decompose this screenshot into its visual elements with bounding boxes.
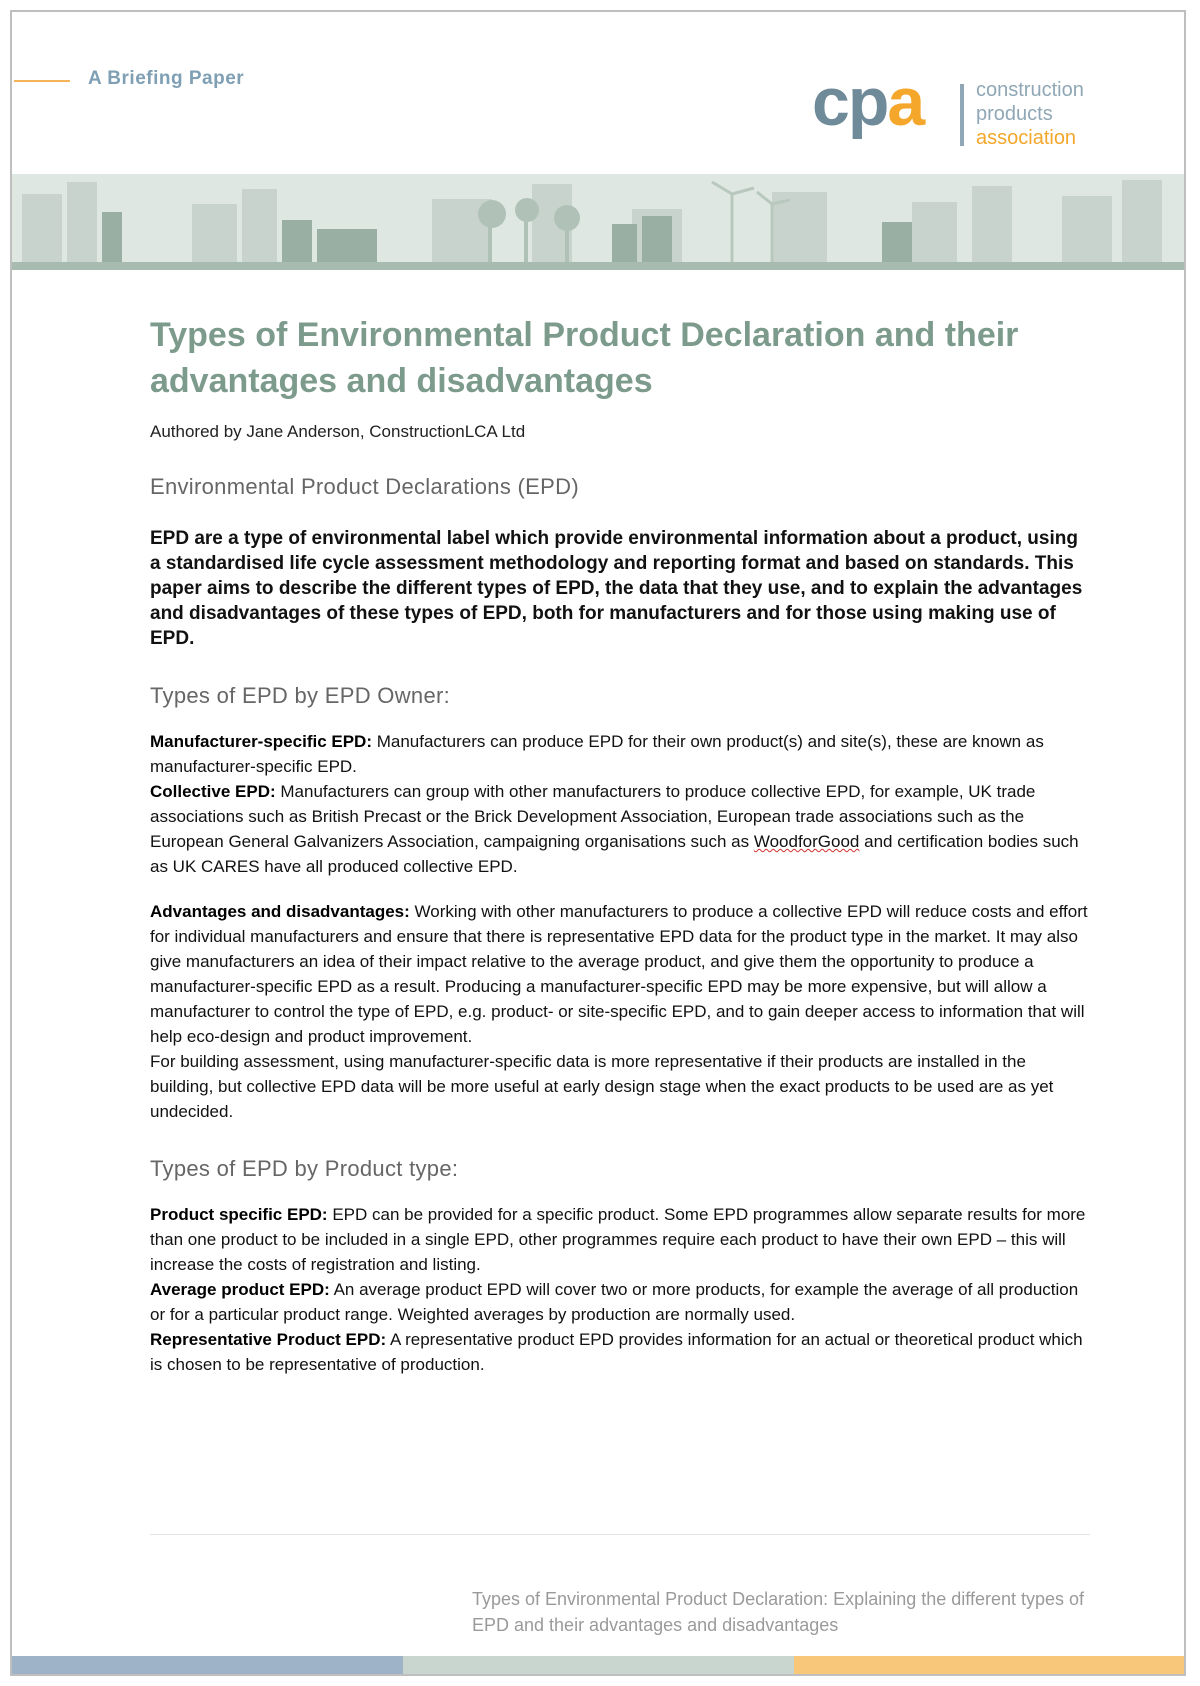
document-page bbox=[10, 10, 1186, 1676]
paragraph-product-specific: Product specific EPD: EPD can be provided for a specific product. Some EPD programmes allow separate results for more than one product to be included in a single EPD, other programmes require each product to have their own EPD – this will increase the costs of registration and listing. bbox=[150, 1205, 1086, 1274]
paragraph-manufacturer-specific: Manufacturer-specific EPD: Manufacturers can produce EPD for their own product(s) and site(s), these are known as manufacturer-specific EPD. bbox=[150, 732, 1044, 776]
logo-separator bbox=[960, 84, 964, 146]
briefing-label: A Briefing Paper bbox=[88, 68, 245, 89]
cpa-logo bbox=[812, 64, 1142, 154]
color-bar-blue bbox=[12, 1656, 403, 1674]
label-product-specific: Product specific EPD: bbox=[150, 1205, 328, 1224]
briefing-rule bbox=[14, 80, 70, 82]
label-collective: Collective EPD: bbox=[150, 782, 276, 801]
author-line: Authored by Jane Anderson, ConstructionLCA Ltd bbox=[150, 422, 526, 441]
label-manufacturer-specific: Manufacturer-specific EPD: bbox=[150, 732, 372, 751]
color-bar bbox=[12, 1656, 1184, 1674]
label-average-product: Average product EPD: bbox=[150, 1280, 330, 1299]
color-bar-orange bbox=[794, 1656, 1184, 1674]
label-representative-product: Representative Product EPD: bbox=[150, 1330, 387, 1349]
label-advantages: Advantages and disadvantages: bbox=[150, 902, 410, 921]
paragraph-building-assessment: For building assessment, using manufacturer-specific data is more representative if their products are installed in the building, but collective EPD data will be more useful at early design stage when the exact products to be used are as yet undecided. bbox=[150, 1052, 1054, 1121]
cpa-logo-mark: cpa bbox=[812, 64, 924, 140]
heading-by-product: Types of EPD by Product type: bbox=[150, 1156, 459, 1181]
skyline-banner bbox=[12, 174, 1184, 270]
paragraph-representative-product: Representative Product EPD: A representative product EPD provides information for an actual or theoretical product which is chosen to be representative of production. bbox=[150, 1330, 1083, 1374]
heading-by-owner: Types of EPD by EPD Owner: bbox=[150, 683, 451, 708]
footer-text: Types of Environmental Product Declaration: Explaining the different types of EPD and their advantages and disadvantages bbox=[472, 1589, 1085, 1635]
document-title: Types of Environmental Product Declaration and their advantages and disadvantages bbox=[150, 316, 1019, 400]
spellcheck-word: WoodforGood bbox=[753, 832, 860, 851]
heading-epd: Environmental Product Declarations (EPD) bbox=[150, 474, 579, 499]
paragraph-collective: Collective EPD: Manufacturers can group with other manufacturers to produce collective EPD, for example, UK trade associations such as British Precast or the Brick Development Association, European trade associations such as the European General Galvanizers Association, campaigning organisations such as WoodforGood and certification bodies such as UK CARES have all produced collective EPD. bbox=[150, 782, 1079, 876]
paragraph-average-product: Average product EPD: An average product EPD will cover two or more products, for example the average of all production or for a particular product range. Weighted averages by production are normally used. bbox=[150, 1280, 1079, 1324]
footer-rule bbox=[150, 1534, 1090, 1535]
document-body bbox=[150, 312, 1090, 1377]
intro-paragraph: EPD are a type of environmental label which provide environmental information about a product, using a standardised life cycle assessment methodology and reporting format and based on standards. This paper aims to describe the different types of EPD, the data that they use, and to explain the advantages and disadvantages of these types of EPD, both for manufacturers and for those using making use of EPD. bbox=[150, 528, 1083, 649]
cpa-logo-words: construction products association bbox=[976, 79, 1084, 149]
paragraph-advantages: Advantages and disadvantages: Working with other manufacturers to produce a collective EPD will reduce costs and effort for individual manufacturers and ensure that there is representative EPD data for the product type in the market. It may also give manufacturers an idea of their impact relative to the average product, and give them the opportunity to produce a manufacturer-specific EPD as a result. Producing a manufacturer-specific EPD may be more expensive, but will allow a manufacturer to control the type of EPD, e.g. product- or site-specific EPD, and to gain deeper access to information that will help eco-design and product improvement. bbox=[150, 902, 1088, 1046]
color-bar-green bbox=[403, 1656, 793, 1674]
